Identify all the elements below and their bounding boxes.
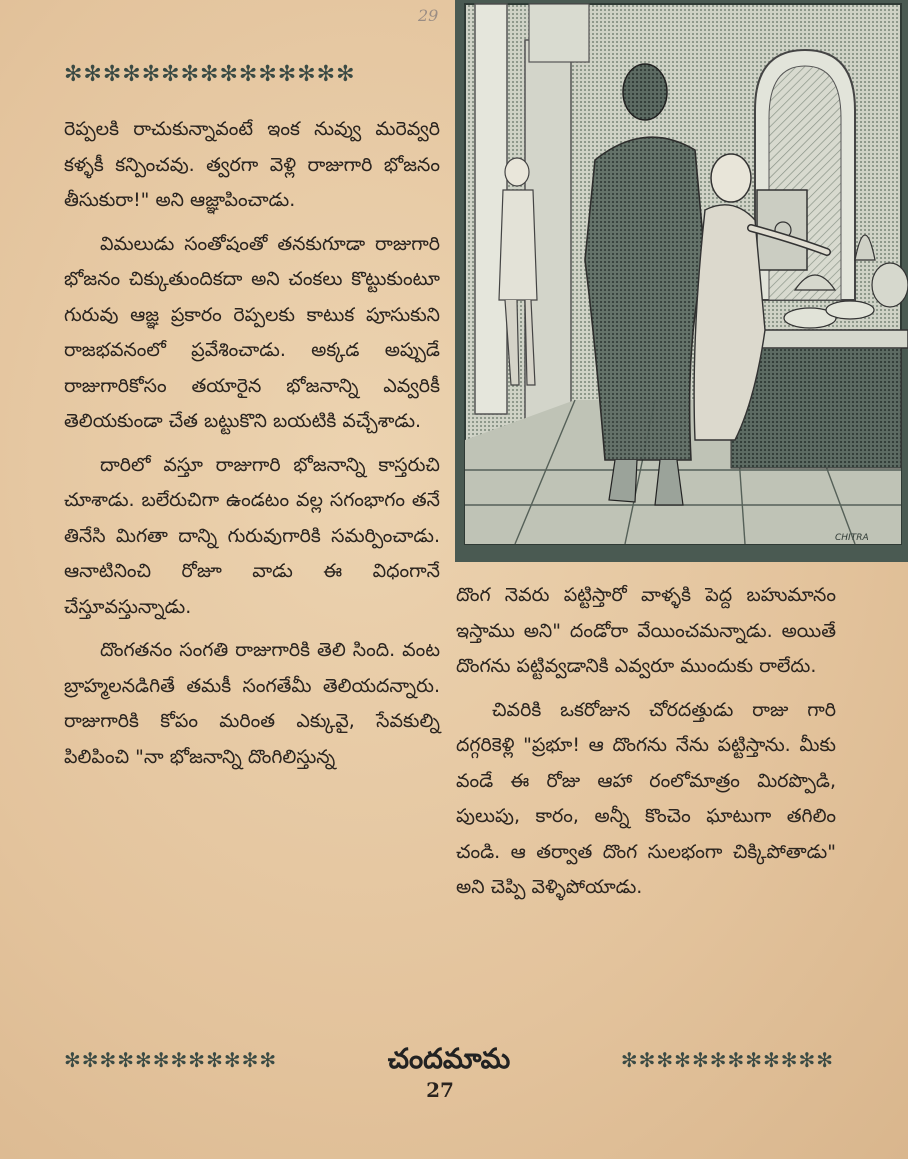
story-illustration <box>455 0 908 562</box>
handwritten-page-note: 29 <box>418 6 439 25</box>
decorative-star-border-right: ✻✻✻✻✻✻✻✻✻✻✻✻ <box>620 1048 834 1072</box>
magazine-title: చందమామ <box>387 1042 511 1075</box>
page-footer <box>64 1042 834 1082</box>
right-text-column <box>456 578 836 906</box>
page-number: 27 <box>426 1078 454 1102</box>
right-paragraph-1: దొంగ నెవరు పట్టిస్తారో వాళ్ళకి పెద్ద బహుమానం ఇస్తాము అని" దండోరా వేయించమన్నాడు. అయితే దొంగను పట్టివ్వడానికి ఎవ్వరూ ముందుకు రాలేదు. <box>456 584 836 677</box>
left-text-column <box>64 112 440 775</box>
decorative-star-border-left: ✻✻✻✻✻✻✻✻✻✻✻✻ <box>64 1048 278 1072</box>
right-paragraph-2: చివరికి ఒకరోజున చోరదత్తుడు రాజు గారి దగ్గరికెళ్లి "ప్రభూ! ఆ దొంగను నేను పట్టిస్తాను. మీకు వండే ఈ రోజు ఆహా రంలోమాత్రం మిరప్పొడి, పులుపు, కారం, అన్నీ కొంచెం ఘాటుగా తగిలిం చండి. ఆ తర్వాత దొంగ సులభంగా చిక్కిపోతాడు" అని చెప్పి వెళ్ళిపోయాడు. <box>456 698 836 898</box>
artist-signature: CHITRA <box>835 533 869 543</box>
left-paragraph-3: దారిలో వస్తూ రాజుగారి భోజనాన్ని కాస్తరుచి చూశాడు. బలేరుచిగా ఉండటం వల్ల సగంభాగం తనే తినేసి మిగతా దాన్ని గురువుగారికి సమర్పించాడు. ఆనాటినించి రోజూ వాడు ఈ విధంగానే చేస్తూవస్తున్నాడు. <box>64 453 440 618</box>
left-paragraph-1: రెప్పలకి రాచుకున్నావంటే ఇంక నువ్వు మరెవ్వరి కళ్ళకీ కన్పించవు. త్వరగా వెళ్లి రాజుగారి భోజనం తీసుకురా!" అని ఆజ్ఞాపించాడు. <box>64 118 440 211</box>
left-paragraph-4: దొంగతనం సంగతి రాజుగారికి తెలి సింది. వంట బ్రాహ్మలనడిగితే తమకీ సంగతేమీ తెలియదన్నారు. రాజుగారికి కోపం మరింత ఎక్కువై, సేవకుల్ని పిలిపించి "నా భోజనాన్ని దొంగిలిస్తున్న <box>64 639 440 768</box>
left-paragraph-2: విమలుడు సంతోషంతో తనకుగూడా రాజుగారి భోజనం చిక్కుతుందికదా అని చంకలు కొట్టుకుంటూ గురువు ఆజ్ఞ ప్రకారం రెప్పలకు కాటుక పూసుకుని రాజభవనంలో ప్రవేశించాడు. అక్కడ అప్పుడే రాజుగారికోసం తయారైన భోజనాన్ని ఎవ్వరికీ తెలియకుండా చేత బట్టుకొని బయటికి వచ్చేశాడు. <box>64 232 440 432</box>
illustration-drawing <box>455 0 908 562</box>
decorative-star-border-top: ✻✻✻✻✻✻✻✻✻✻✻✻✻✻✻ <box>64 62 356 87</box>
